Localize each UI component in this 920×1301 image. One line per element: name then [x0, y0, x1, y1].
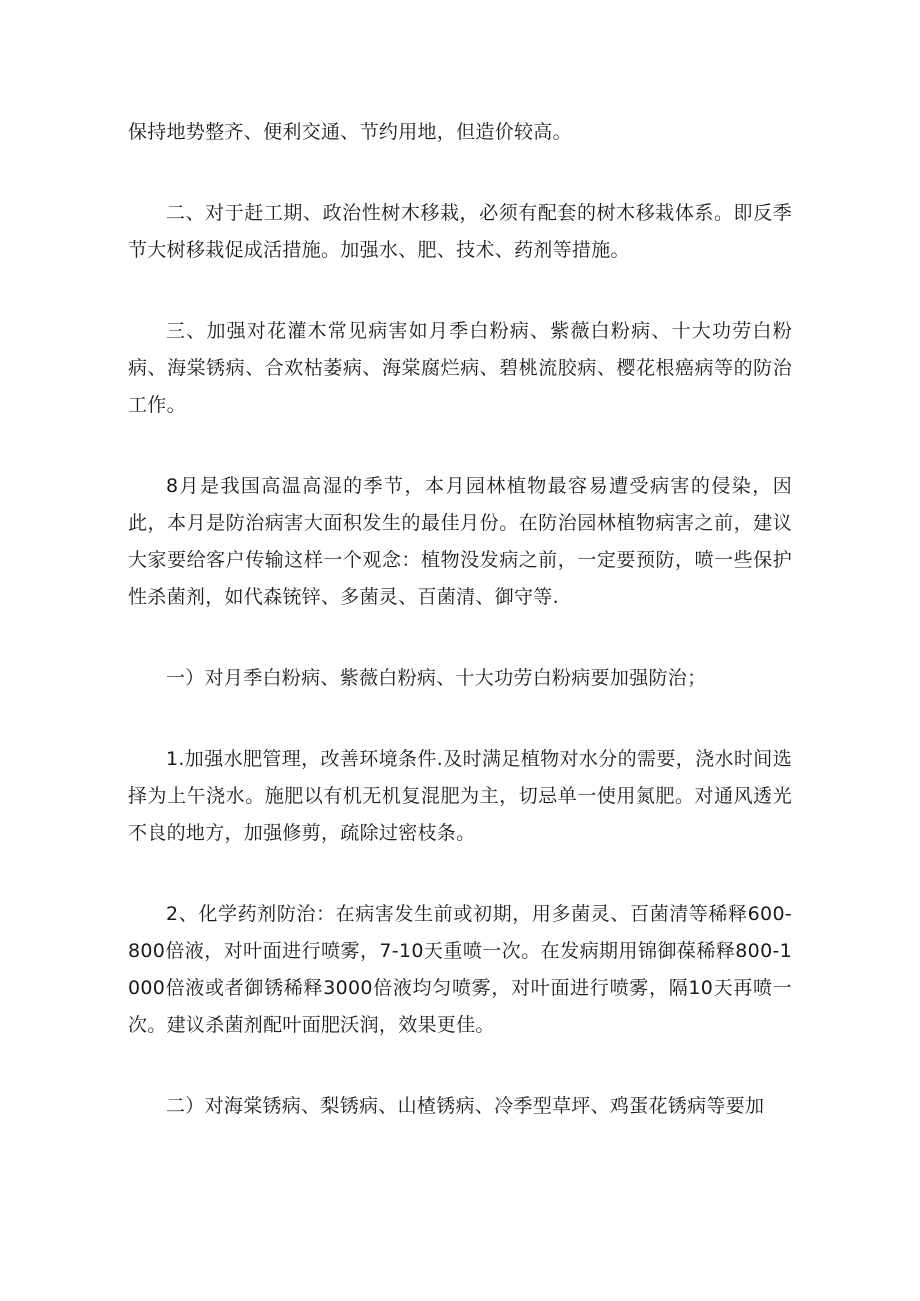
- paragraph-8: 二）对海棠锈病、梨锈病、山楂锈病、冷季型草坪、鸡蛋花锈病等要加: [166, 1095, 765, 1117]
- paragraph-6: 1.加强水肥管理，改善环境条件.及时满足植物对水分的需要，浇水时间选择为上午浇水。施肥以有机无机复混肥为主，切忌单一使用氮肥。对通风透光不良的地方，加强修剪，疏除过密枝条。: [128, 748, 792, 844]
- document-body: [128, 114, 792, 1169]
- paragraph-7: 2、化学药剂防治：在病害发生前或初期，用多菌灵、百菌清等稀释600-800倍液，对叶面进行喷雾，7-10天重喷一次。在发病期用锦御葆稀释800-1000倍液或者御锈稀释3000倍液均匀喷雾，对叶面进行喷雾，隔10天再喷一次。建议杀菌剂配叶面肥沃润，效果更佳。: [128, 903, 792, 1036]
- paragraph-2: 二、对于赶工期、政治性树木移栽，必须有配套的树木移栽体系。即反季节大树移栽促成活措施。加强水、肥、技术、药剂等措施。: [128, 202, 792, 261]
- paragraph-4: 8月是我国高温高湿的季节，本月园林植物最容易遭受病害的侵染，因此，本月是防治病害大面积发生的最佳月份。在防治园林植物病害之前，建议大家要给客户传输这样一个观念：植物没发病之前，一定要预防，喷一些保护性杀菌剂，如代森铳锌、多菌灵、百菌清、御守等.: [128, 475, 792, 608]
- paragraph-3: 三、加强对花灌木常见病害如月季白粉病、紫薇白粉病、十大功劳白粉病、海棠锈病、合欢枯萎病、海棠腐烂病、碧桃流胶病、樱花根癌病等的防治工作。: [128, 320, 792, 416]
- paragraph-1: 保持地势整齐、便利交通、节约用地，但造价较高。: [128, 121, 572, 143]
- paragraph-5: 一）对月季白粉病、紫薇白粉病、十大功劳白粉病要加强防治；: [166, 667, 707, 689]
